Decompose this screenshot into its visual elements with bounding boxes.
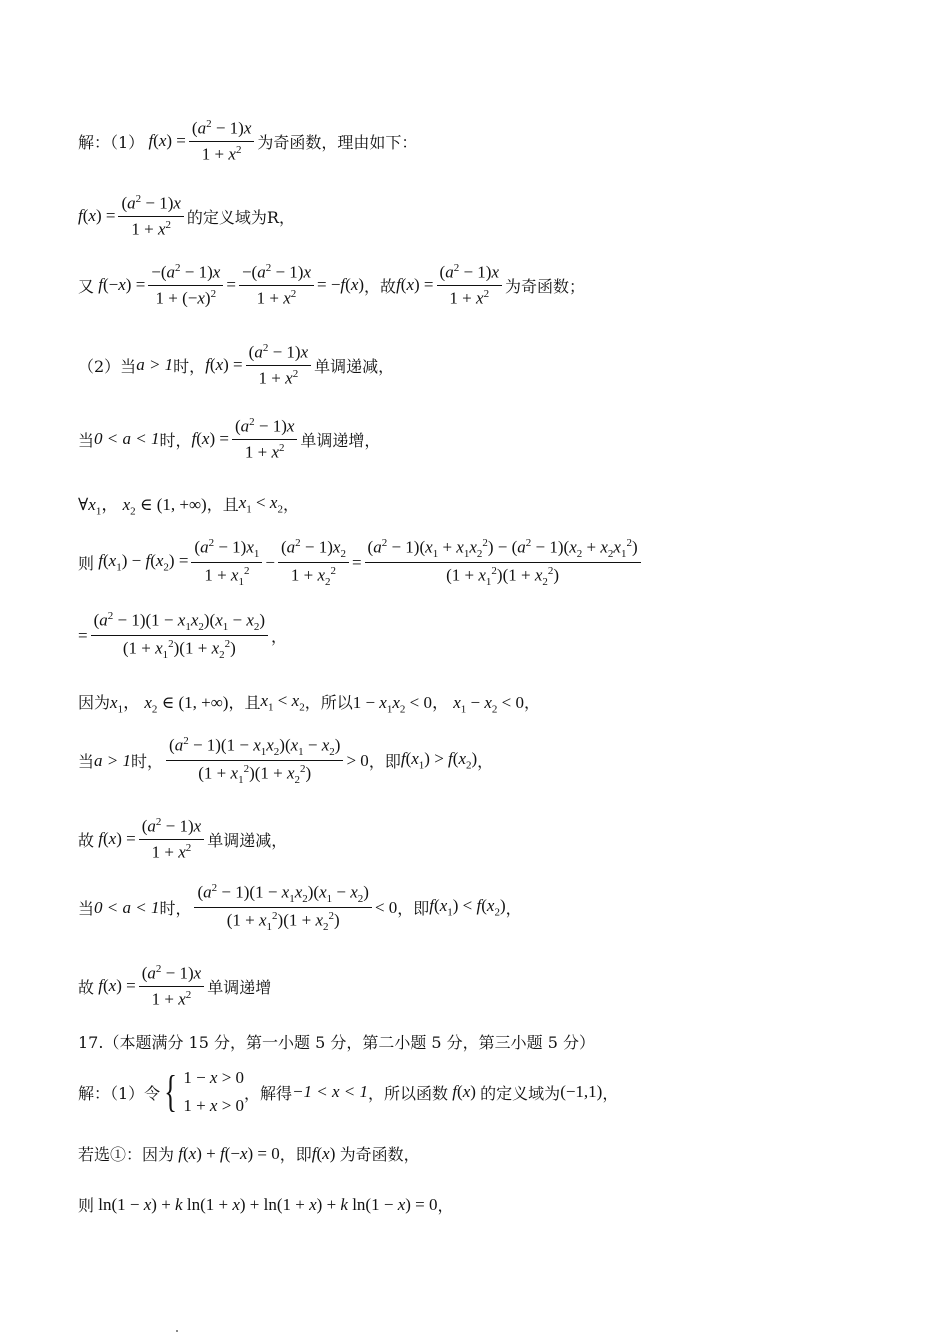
left-brace: { [164,1067,178,1116]
text-l12-prefix: 当 [78,899,95,919]
fraction: $\frac{-(a^2 - 1)x}{1 + (-x)^2}$ [148,262,223,308]
condition: a > 1 [136,355,174,375]
footer-dot [176,1330,178,1332]
text-l9-mid: ，且 [228,693,261,713]
fraction: $\frac{(a^2 - 1)(1 - x_1x_2)(x_1 - x_2)}{(1 + x_1^2)(1 + x_2^2)}$ [194,882,371,933]
fraction: $\frac{(a^2 - 1)x}{1 + x^2}$ [437,262,502,308]
text-l13-suffix: 单调递增 [207,977,272,997]
text-l10-end: ， [477,752,494,772]
math-f-def: f(x) = [78,206,116,226]
fraction: $\frac{(a^2 - 1)x}{1 + x^2}$ [118,193,183,239]
text-l10-time: 时， [131,752,164,772]
line-6: $\forall x_1$， $x_2$ ∈ (1, +∞) ，且 $x_1 < x_2$ ， [78,490,299,517]
line-12: 当 0 < a < 1 时， $\frac{(a^2 - 1)(1 - x_1x_2)(x_1 - x_2)}{(1 + x_1^2)(1 + x_2^2)}$ < 0 ，即 $f(x_1) < f(x_2)$ ， [78,882,522,934]
text-l1-prefix: 解：（1） [78,132,145,152]
text-l5-time: 时， [159,430,192,450]
text-l4-prefix: （2）当 [78,356,137,376]
text-l13-prefix: 故 [78,977,95,997]
text-l15-so: ，所以函数 [368,1083,449,1103]
range: −1 < x < 1 [292,1082,369,1101]
text-l15-dom: 的定义域为 [480,1083,561,1103]
text-l6-end: ， [282,495,299,515]
text-l5-suffix: 单调递增， [300,430,381,450]
math-f-neg: f(−x) = [98,275,146,295]
fraction: $\frac{(a^2 - 1)x_1}{1 + x_1^2}$ [191,537,262,588]
text-l2-suffix: 的定义域为R， [186,207,295,227]
fraction: $\frac{(a^2 - 1)(x_1 + x_1x_2^2) - (a^2 - 1)(x_2 + x_2x_1^2)}{(1 + x_1^2)(1 + x_2^2)}$ [365,537,641,588]
condition: a > 1 [94,750,131,770]
math-forall: $\forall x_1$， $x_2$ ∈ (1, +∞) [78,495,207,518]
line-4: （2）当 a > 1 时， f(x) = $\frac{(a^2 - 1)x}{1 + x^2}$ 单调递减， [78,342,395,388]
heading-text: 17.（本题满分 15 分，第一小题 5 分，第二小题 5 分，第三小题 5 分） [78,1033,596,1052]
text-l3-suffix: 为奇函数； [504,276,585,296]
line-10: 当 a > 1 时， $\frac{(a^2 - 1)(1 - x_1x_2)(x_1 - x_2)}{(1 + x_1^2)(1 + x_2^2)}$ > 0 ，即 $f(x_1) > f(x_2)$ ， [78,735,494,787]
fraction: $\frac{(a^2 - 1)(1 - x_1x_2)(x_1 - x_2)}{(1 + x_1^2)(1 + x_2^2)}$ [166,735,343,786]
fraction: $\frac{(a^2 - 1)x}{1 + x^2}$ [246,342,311,388]
fraction: $\frac{(a^2 - 1)x}{1 + x^2}$ [139,816,204,862]
text-l12-mid: ，即 [397,899,430,919]
interval: (−1,1) [560,1082,603,1101]
text-l5-prefix: 当 [78,430,95,450]
text-l11-suffix: 单调递减， [207,830,288,850]
line-15: 解：（1）令 { 1 − x > 0 1 + x > 0 ，解得 −1 < x < 1 ，所以函数 f(x) 的定义域为 (−1,1) ， [78,1064,618,1120]
text-l4-time: 时， [173,356,206,376]
text-l8-suffix: ， [271,627,288,647]
text-l10-prefix: 当 [78,752,95,772]
fraction: $\frac{-(a^2 - 1)x}{1 + x^2}$ [239,262,314,308]
line-3: 又 f(−x) = $\frac{-(a^2 - 1)x}{1 + (-x)^2}$ = $\frac{-(a^2 - 1)x}{1 + x^2}$ = −f(x) ，故 f(x) = $\frac{(a^2 - 1)x}{1 + x^2}$ 为奇函数； [78,262,585,308]
line-16: 若选①：因为 f(x) + f(−x) = 0 ，即 f(x) 为奇函数， [78,1143,420,1164]
fraction: $\frac{(a^2 - 1)x_2}{1 + x_2^2}$ [278,537,349,588]
text-l9-prefix: 因为 [78,693,111,713]
text-l17-end: ， [437,1196,454,1215]
text-l17-prefix: 则 [78,1196,95,1215]
line-9: 因为 $x_1$， $x_2$ ∈ (1, +∞) ，且 $x_1 < x_2$ ，所以 $1 - x_1x_2 < 0$， $x_1 - x_2 < 0$ ， [78,690,541,716]
text-l16-suffix: 为奇函数， [339,1145,420,1164]
condition: 0 < a < 1 [94,897,160,917]
text-l15-end: ， [602,1083,619,1103]
line-17: 则 ln(1 − x) + k ln(1 + x) + ln(1 + x) + k ln(1 − x) = 0 ， [78,1194,454,1215]
text-l15-mid: ，解得 [244,1083,293,1103]
text-l3-mid: ，故 [364,276,397,296]
line-8: = $\frac{(a^2 - 1)(1 - x_1x_2)(x_1 - x_2)}{(1 + x_1^2)(1 + x_2^2)}$ ， [78,610,288,662]
text-l9-end: ， [524,693,541,713]
condition: 0 < a < 1 [94,429,160,449]
text-l1-suffix: 为奇函数，理由如下： [257,132,418,152]
text-l7-prefix: 则 [78,554,95,574]
line-1 [78,118,417,164]
fraction: $\frac{(a^2 - 1)(1 - x_1x_2)(x_1 - x_2)}{(1 + x_1^2)(1 + x_2^2)}$ [91,610,268,661]
inequality-system: 1 − x > 0 1 + x > 0 [183,1068,245,1115]
text-l12-time: 时， [159,899,192,919]
line-7: 则 $f(x_1) - f(x_2)$ = $\frac{(a^2 - 1)x_1}{1 + x_1^2}$ − $\frac{(a^2 - 1)x_2}{1 + x_2^2}$ = $\frac{(a^2 - 1)(x_1 + x_1x_2^2) - (a^2 - 1)(x_2 + x_2x_1^2)}{(1 + x_1^2)(1 + x_2^2)}$ [78,537,644,588]
text-l6: ，且 [206,495,239,515]
text-l11-prefix: 故 [78,830,95,850]
problem-17-heading [78,1030,595,1053]
fraction: $\frac{(a^2 - 1)x}{1 + x^2}$ [189,118,254,164]
text-l4-suffix: 单调递减， [314,356,395,376]
text-l10-mid: ，即 [368,752,401,772]
fraction: $\frac{(a^2 - 1)x}{1 + x^2}$ [232,416,297,462]
text-l15-prefix: 解：（1）令 [78,1083,161,1103]
math-f-def: f(x) = [148,131,186,151]
line-5: 当 0 < a < 1 时， f(x) = $\frac{(a^2 - 1)x}{1 + x^2}$ 单调递增， [78,416,381,462]
text-l16-prefix: 若选①：因为 [78,1145,175,1164]
text-l9-so: ，所以 [304,693,353,713]
text-l3-prefix: 又 [78,276,95,296]
line-11: 故 f(x) = $\frac{(a^2 - 1)x}{1 + x^2}$ 单调递减， [78,816,288,862]
text-l12-end: ， [505,899,522,919]
fraction: $\frac{(a^2 - 1)x}{1 + x^2}$ [139,963,204,1009]
line-2 [78,193,295,239]
line-13: 故 f(x) = $\frac{(a^2 - 1)x}{1 + x^2}$ 单调递增 [78,963,272,1009]
text-l16-mid: ，即 [279,1145,312,1164]
